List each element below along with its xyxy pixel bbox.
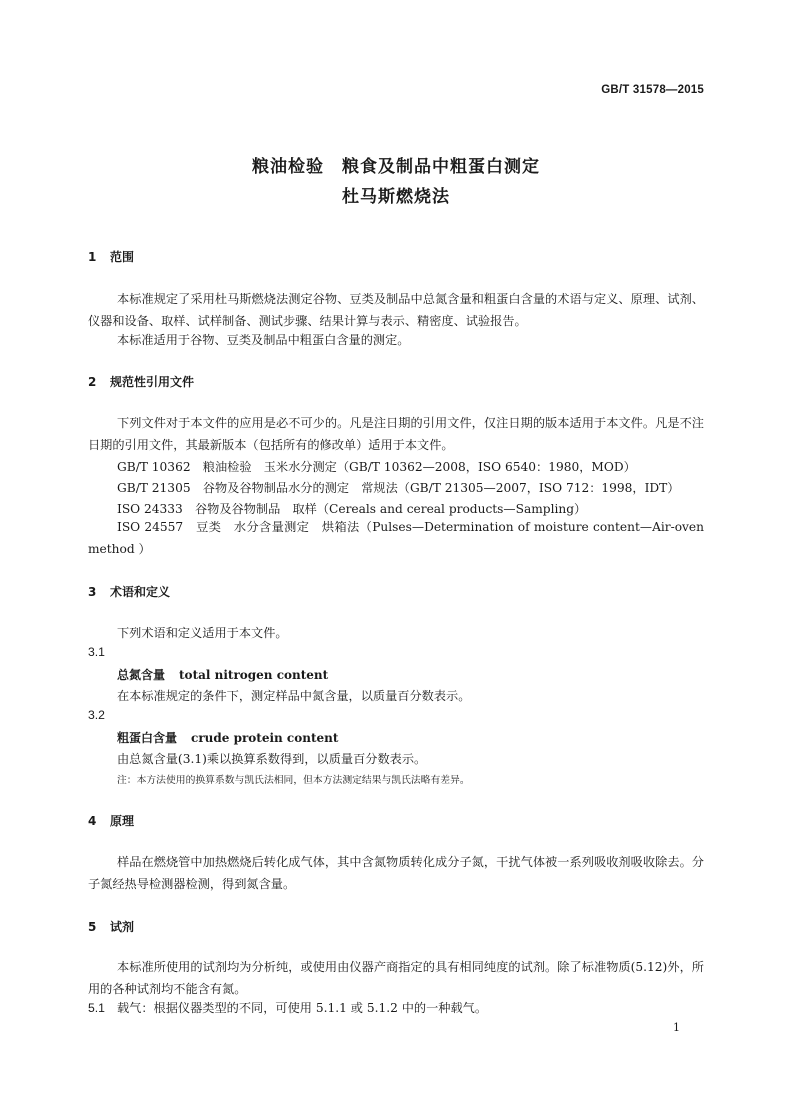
note: 注：本方法使用的换算系数与凯氏法相同，但本方法测定结果与凯氏法略有差异。 — [117, 775, 470, 786]
section-title: 规范性引用文件 — [110, 375, 195, 389]
paragraph: 下列文件对于本文件的应用是必不可少的。凡是注日期的引用文件，仅注日期的版本适用于本文件。凡是不注日期的引用文件，其最新版本（包括所有的修改单）适用于本文件。 — [88, 416, 704, 452]
page-number: 1 — [673, 1021, 680, 1034]
paragraph: 本标准所使用的试剂均为分析纯，或使用由仪器产商指定的具有相同纯度的试剂。除了标准物质(5.12)外，所用的各种试剂均不能含有氮。 — [88, 960, 704, 996]
section-title: 原理 — [110, 814, 135, 828]
paragraph: 下列术语和定义适用于本文件。 — [117, 626, 288, 640]
clause-number: 5.1 — [88, 1001, 105, 1015]
reference-item: ISO 24557 豆类 水分含量测定 烘箱法（Pulses—Determination of moisture content—Air-oven method ） — [88, 520, 704, 556]
term-heading — [117, 729, 338, 746]
clause-5-1 — [88, 999, 487, 1016]
section-number: 4 — [88, 814, 97, 828]
paragraph: 样品在燃烧管中加热燃烧后转化成气体，其中含氮物质转化成分子氮，干扰气体被一系列吸收剂吸收除去。分子氮经热导检测器检测，得到氮含量。 — [88, 855, 704, 891]
term-number: 3.2 — [88, 708, 105, 722]
term-chinese: 总氮含量 — [117, 668, 166, 682]
paragraph: 本标准规定了采用杜马斯燃烧法测定谷物、豆类及制品中总氮含量和粗蛋白含量的术语与定义、原理、试剂、仪器和设备、取样、试样制备、测试步骤、结果计算与表示、精密度、试验报告。 — [88, 292, 704, 328]
section-number: 2 — [88, 375, 97, 389]
section-number: 5 — [88, 920, 97, 934]
section-heading-5 — [88, 918, 134, 935]
section-number: 3 — [88, 585, 97, 599]
section-heading-4 — [88, 812, 134, 829]
term-definition: 由总氮含量(3.1)乘以换算系数得到，以质量百分数表示。 — [117, 752, 427, 766]
term-heading — [117, 666, 328, 683]
section-heading-1 — [88, 248, 134, 265]
reference-item: GB/T 10362 粮油检验 玉米水分测定（GB/T 10362—2008，ISO 6540：1980，MOD） — [117, 460, 636, 474]
section-title: 范围 — [110, 250, 135, 264]
document-title: 粮油检验 粮食及制品中粗蛋白测定 — [252, 157, 540, 177]
term-english: crude protein content — [191, 731, 339, 745]
section-heading-3 — [88, 583, 170, 600]
reference-item: ISO 24333 谷物及谷物制品 取样（Cereals and cereal products—Sampling） — [117, 502, 587, 516]
reference-item: GB/T 21305 谷物及谷物制品水分的测定 常规法（GB/T 21305—2007，ISO 712：1998，IDT） — [117, 481, 680, 495]
paragraph: 本标准适用于谷物、豆类及制品中粗蛋白含量的测定。 — [117, 333, 410, 347]
section-title: 试剂 — [110, 920, 135, 934]
standard-number: GB/T 31578—2015 — [601, 84, 704, 96]
section-title: 术语和定义 — [110, 585, 171, 599]
section-number: 1 — [88, 250, 97, 264]
term-number: 3.1 — [88, 645, 105, 659]
term-chinese: 粗蛋白含量 — [117, 731, 178, 745]
section-heading-2 — [88, 373, 194, 390]
document-subtitle: 杜马斯燃烧法 — [342, 187, 450, 207]
term-definition: 在本标准规定的条件下，测定样品中氮含量，以质量百分数表示。 — [117, 689, 471, 703]
term-english: total nitrogen content — [179, 668, 329, 682]
clause-text: 载气：根据仪器类型的不同，可使用 5.1.1 或 5.1.2 中的一种载气。 — [117, 1001, 488, 1015]
